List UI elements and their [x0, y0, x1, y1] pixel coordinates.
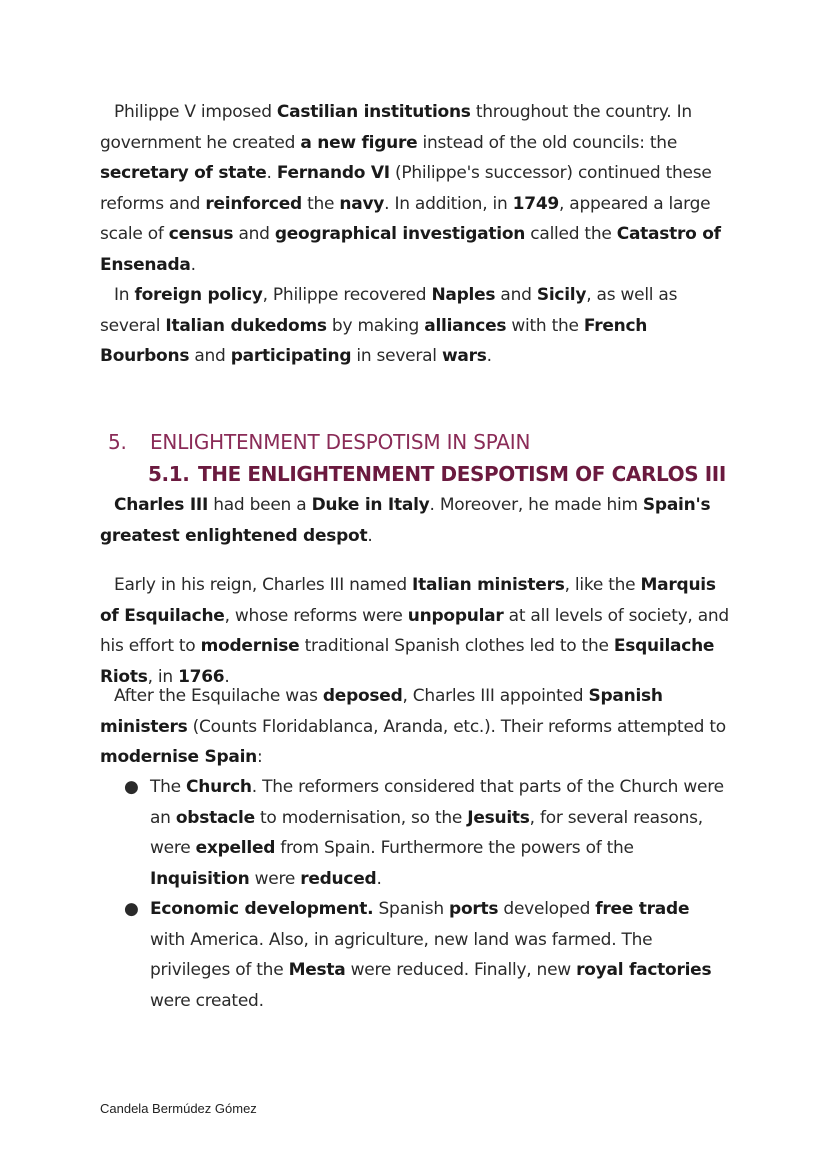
paragraph-italian-ministers: Early in his reign, Charles III named Italian ministers, like the Marquis of Esquilache, whose reforms were unpopular at all levels of society, and his effort to modernise traditional Spanish clothes led to the Esquilache Riots, in 1766. [100, 575, 729, 687]
bullet-icon: ● [124, 899, 139, 919]
section-heading [108, 430, 530, 454]
bullet-icon: ● [124, 777, 139, 797]
section-number: 5. [108, 430, 127, 454]
paragraph-institutions: Philippe V imposed Castilian institutions throughout the country. In government he created a new figure instead of the old councils: the secretary of state. Fernando VI (Philippe's successor) continued these reforms and reinforced the navy. In addition, in 1749, appeared a large scale of census and geographical investigation called the Catastro of Ensenada. [100, 102, 721, 275]
paragraph-foreign-policy: In foreign policy, Philippe recovered Naples and Sicily, as well as several Italian dukedoms by making alliances with the French Bourbons and participating in several wars. [100, 285, 678, 366]
reforms-list [124, 772, 728, 1016]
paragraph-charles-iii: Charles III had been a Duke in Italy. Moreover, he made him Spain's greatest enlightened despot. [100, 495, 711, 546]
subsection-title: THE ENLIGHTENMENT DESPOTISM OF CARLOS III [198, 462, 726, 486]
list-item: ● The Church. The reformers considered that parts of the Church were an obstacle to modernisation, so the Jesuits, for several reasons, were expelled from Spain. Furthermore the powers of the Inquisition were reduced. [150, 772, 728, 894]
section-title: ENLIGHTENMENT DESPOTISM IN SPAIN [150, 430, 531, 454]
list-item: ● Economic development. Spanish ports developed free trade with America. Also, in agriculture, new land was farmed. The privileges of the Mesta were reduced. Finally, new royal factories were created. [150, 894, 728, 1016]
paragraph-spanish-ministers: After the Esquilache was deposed, Charles III appointed Spanish ministers (Counts Floridablanca, Aranda, etc.). Their reforms attempted to modernise Spain: [100, 686, 726, 767]
footer-author: Candela Bermúdez Gómez [100, 1101, 257, 1116]
subsection-heading [148, 462, 726, 486]
subsection-number: 5.1. [148, 462, 190, 486]
